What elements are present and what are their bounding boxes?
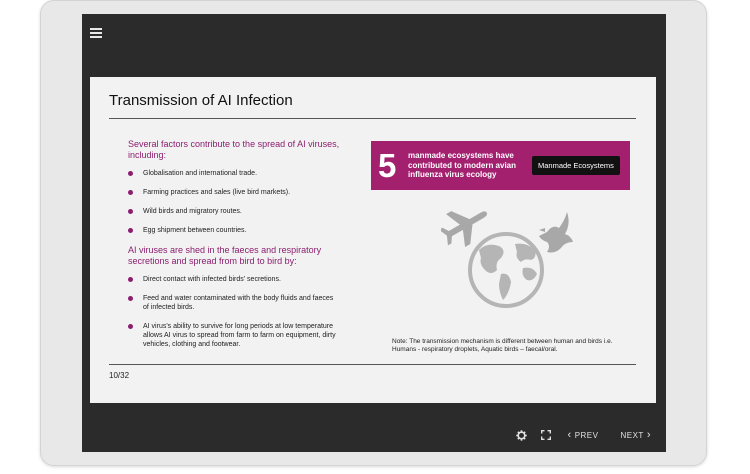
list-item bbox=[128, 275, 340, 284]
globe-icon bbox=[470, 234, 542, 306]
gear-icon[interactable] bbox=[516, 430, 527, 441]
callout-number: 5 bbox=[378, 147, 397, 184]
bullet-text: Wild birds and migratory routes. bbox=[143, 208, 242, 215]
bullet-icon bbox=[128, 324, 133, 329]
callout-text: manmade ecosystems have contributed to modern avian influenza virus ecology bbox=[408, 151, 517, 180]
fullscreen-icon[interactable] bbox=[541, 430, 551, 440]
manmade-ecosystems-button[interactable]: Manmade Ecosystems bbox=[532, 156, 620, 175]
dove-icon bbox=[539, 212, 573, 253]
next-button[interactable] bbox=[620, 429, 654, 441]
list-item bbox=[128, 322, 340, 349]
presentation-player bbox=[82, 14, 666, 452]
slide-title: Transmission of AI Infection bbox=[109, 92, 293, 109]
callout-banner bbox=[371, 141, 630, 190]
section1-heading: Several factors contribute to the spread of AI viruses, including: bbox=[128, 139, 340, 160]
title-divider bbox=[109, 118, 636, 119]
prev-button[interactable] bbox=[565, 429, 599, 441]
bullet-text: AI virus's ability to survive for long periods at low temperature allows AI virus to spread from farm to farm on equipment, dirty vehicles, clothing and footwear. bbox=[143, 323, 336, 348]
bullet-icon bbox=[128, 296, 133, 301]
bullet-icon bbox=[128, 171, 133, 176]
transmission-illustration bbox=[441, 202, 581, 312]
list-item bbox=[128, 169, 340, 178]
list-item bbox=[128, 294, 340, 312]
list-item bbox=[128, 207, 340, 216]
chevron-right-icon: › bbox=[646, 429, 651, 441]
bullet-icon bbox=[128, 277, 133, 282]
bullet-text: Farming practices and sales (live bird markets). bbox=[143, 189, 291, 196]
list-item bbox=[128, 226, 340, 235]
player-controls bbox=[516, 428, 654, 442]
bullet-text: Globalisation and international trade. bbox=[143, 170, 258, 177]
prev-label: PREV bbox=[574, 430, 599, 440]
bullet-text: Egg shipment between countries. bbox=[143, 227, 247, 234]
page-number: 10/32 bbox=[109, 371, 130, 380]
bullet-icon bbox=[128, 228, 133, 233]
bullet-text: Feed and water contaminated with the body fluids and faeces of infected birds. bbox=[143, 295, 334, 311]
left-column bbox=[128, 139, 340, 359]
section2-heading: AI viruses are shed in the faeces and respiratory secretions and spread from bird to bird by: bbox=[128, 245, 322, 266]
section1-list bbox=[128, 169, 340, 235]
bullet-text: Direct contact with infected birds' secretions. bbox=[143, 276, 281, 283]
chevron-left-icon: ‹ bbox=[567, 429, 572, 441]
list-item bbox=[128, 188, 340, 197]
next-label: NEXT bbox=[620, 430, 644, 440]
transmission-note: Note: The transmission mechanism is different between human and birds i.e. Humans - respiratory droplets, Aquatic birds – faecal/oral. bbox=[392, 338, 613, 353]
section2-list bbox=[128, 275, 340, 349]
footer-divider bbox=[109, 364, 636, 365]
hamburger-menu-icon[interactable] bbox=[90, 28, 102, 38]
bullet-icon bbox=[128, 190, 133, 195]
slide bbox=[90, 77, 656, 403]
bullet-icon bbox=[128, 209, 133, 214]
